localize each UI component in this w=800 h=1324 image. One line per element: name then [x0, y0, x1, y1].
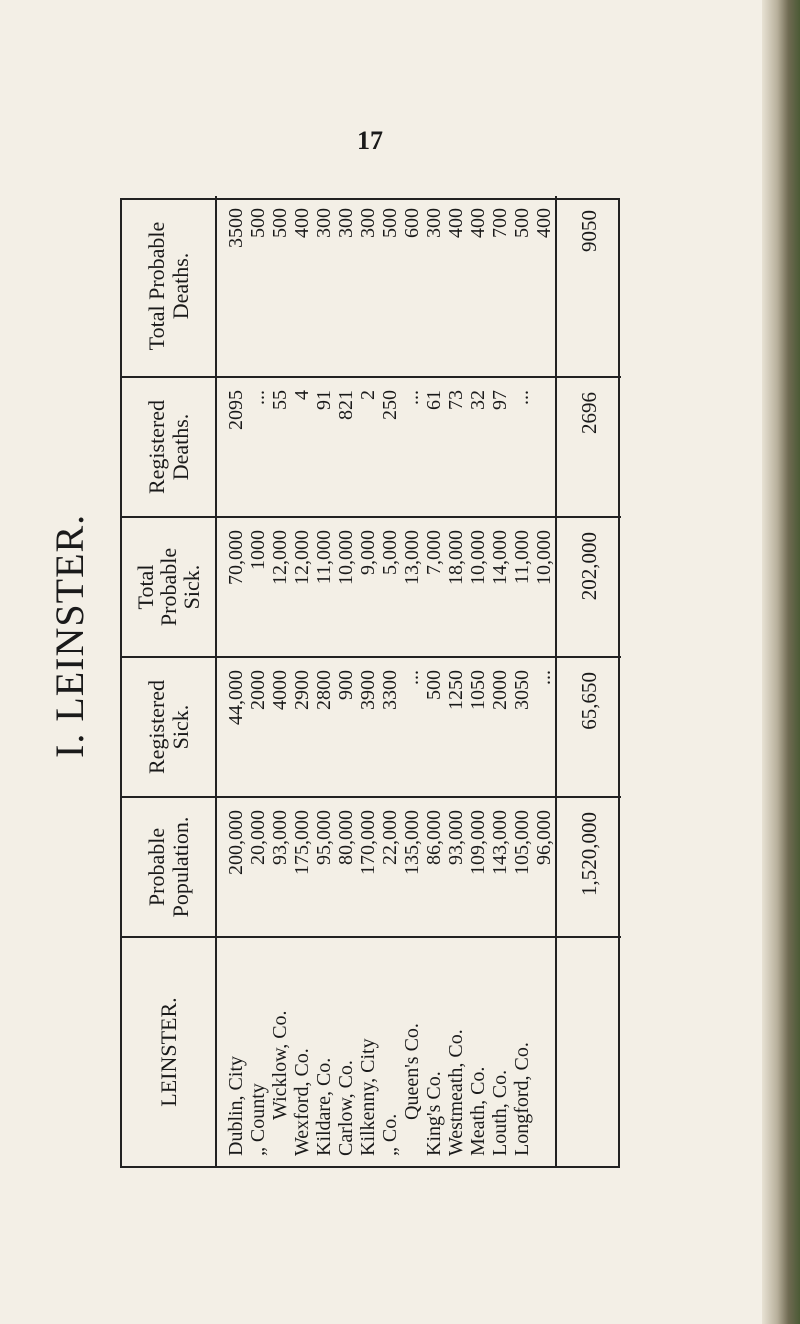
total-sick-cell: 10,000: [335, 530, 357, 585]
county-cell: „ Co.: [379, 1113, 401, 1156]
county-cell: Wexford, Co.: [291, 1048, 313, 1156]
total-sick-cell: 10,000: [533, 530, 555, 585]
population-cell: 93,000: [445, 810, 467, 865]
reg-deaths-cell: ...: [511, 390, 533, 405]
reg-sick-cell: 2000: [247, 670, 269, 710]
population-cell: 93,000: [269, 810, 291, 865]
county-cell: Kilkenny, City: [357, 1038, 379, 1156]
county-cell: Longford, Co.: [511, 1042, 533, 1156]
county-cell: Queen's Co.: [401, 1023, 423, 1120]
registered-deaths-header: Registered Deaths.: [122, 378, 217, 516]
county-cell: Kildare, Co.: [313, 1057, 335, 1156]
county-cell: [533, 944, 555, 1160]
reg-deaths-cell: 250: [379, 390, 401, 420]
population-header: Probable Population.: [122, 798, 217, 936]
population-cell: 80,000: [335, 810, 357, 865]
reg-deaths-cell: 2095: [225, 390, 247, 430]
total-deaths-column: [122, 196, 621, 376]
population-cell: 105,000: [511, 810, 533, 875]
county-cell: Westmeath, Co.: [445, 1029, 467, 1156]
population-cell: 143,000: [489, 810, 511, 875]
reg-sick-cell: 1250: [445, 670, 467, 710]
registered-sick-column: [122, 656, 621, 796]
population-cell: 135,000: [401, 810, 423, 875]
page-number: 17: [357, 126, 383, 155]
total-deaths-total: 9050: [555, 196, 621, 376]
population-cell: 95,000: [313, 810, 335, 865]
population-column: [122, 796, 621, 936]
total-sick-cell: 12,000: [269, 530, 291, 585]
total-deaths-cell: 500: [379, 208, 401, 238]
reg-deaths-cell: ...: [401, 390, 423, 405]
total-sick-cell: 11,000: [313, 530, 335, 585]
county-cell: Carlow, Co.: [335, 1060, 357, 1156]
reg-sick-cell: 3300: [379, 670, 401, 710]
county-header: LEINSTER.: [122, 938, 217, 1166]
total-sick-cell: 9,000: [357, 530, 379, 575]
total-deaths-cell: 400: [445, 208, 467, 238]
county-cell: Wicklow, Co.: [269, 1010, 291, 1120]
total-deaths-cell: 300: [357, 208, 379, 238]
population-cell: 170,000: [357, 810, 379, 875]
total-sick-cell: 1000: [247, 530, 269, 570]
population-cell: 200,000: [225, 810, 247, 875]
county-cell: Louth, Co.: [489, 1069, 511, 1156]
total-sick-cell: 70,000: [225, 530, 247, 585]
book-spine-edge: [762, 0, 800, 1324]
reg-deaths-cell: 91: [313, 390, 335, 410]
reg-deaths-cell: 821: [335, 390, 357, 420]
total-deaths-header: Total Probable Deaths.: [122, 196, 217, 376]
reg-deaths-cell: 32: [467, 390, 489, 410]
total-deaths-cell: 600: [401, 208, 423, 238]
population-cell: 96,000: [533, 810, 555, 865]
registered-sick-total: 65,650: [555, 658, 621, 796]
total-deaths-cell: 400: [533, 208, 555, 238]
population-total: 1,520,000: [555, 798, 621, 936]
statistics-table: [120, 198, 620, 1168]
total-sick-cell: 18,000: [445, 530, 467, 585]
population-cell: 22,000: [379, 810, 401, 865]
reg-deaths-cell: 4: [291, 390, 313, 400]
county-cell: King's Co.: [423, 1071, 445, 1156]
reg-deaths-cell: 61: [423, 390, 445, 410]
reg-sick-cell: 1050: [467, 670, 489, 710]
population-cell: 175,000: [291, 810, 313, 875]
total-sick-column: [122, 516, 621, 656]
reg-sick-cell: 3900: [357, 670, 379, 710]
county-cell: Meath, Co.: [467, 1066, 489, 1156]
registered-deaths-total: 2696: [555, 378, 621, 516]
total-deaths-cell: 400: [291, 208, 313, 238]
reg-deaths-cell: 55: [269, 390, 291, 410]
reg-deaths-cell: 73: [445, 390, 467, 410]
reg-sick-cell: 3050: [511, 670, 533, 710]
total-deaths-cell: 300: [423, 208, 445, 238]
reg-deaths-cell: [533, 384, 555, 510]
total-sick-cell: 10,000: [467, 530, 489, 585]
total-sick-cell: 14,000: [489, 530, 511, 585]
total-deaths-cell: 500: [511, 208, 533, 238]
population-cell: 20,000: [247, 810, 269, 865]
registered-sick-header: Registered Sick.: [122, 658, 217, 796]
reg-sick-cell: ...: [533, 670, 555, 685]
reg-sick-cell: 500: [423, 670, 445, 700]
total-sick-total: 202,000: [555, 518, 621, 656]
reg-deaths-cell: 97: [489, 390, 511, 410]
population-cell: 109,000: [467, 810, 489, 875]
total-sick-cell: 11,000: [511, 530, 533, 585]
county-cell: „ County: [247, 1083, 269, 1156]
reg-sick-cell: 2800: [313, 670, 335, 710]
reg-sick-cell: 4000: [269, 670, 291, 710]
total-deaths-cell: 500: [269, 208, 291, 238]
total-sick-header: Total Probable Sick.: [122, 518, 217, 656]
county-total-cell: [555, 938, 621, 1166]
reg-sick-cell: 44,000: [225, 670, 247, 725]
total-sick-cell: 12,000: [291, 530, 313, 585]
county-column: [122, 936, 621, 1166]
total-sick-cell: 7,000: [423, 530, 445, 575]
total-deaths-cell: 300: [335, 208, 357, 238]
total-deaths-cell: 3500: [225, 208, 247, 248]
reg-deaths-cell: 2: [357, 390, 379, 400]
total-deaths-cell: 700: [489, 208, 511, 238]
total-sick-cell: 5,000: [379, 530, 401, 575]
county-cell: Dublin, City: [225, 1055, 247, 1156]
reg-sick-cell: 2000: [489, 670, 511, 710]
reg-sick-cell: 900: [335, 670, 357, 700]
reg-sick-cell: 2900: [291, 670, 313, 710]
section-title: I. LEINSTER.: [47, 513, 92, 758]
total-deaths-cell: 500: [247, 208, 269, 238]
total-deaths-cell: 300: [313, 208, 335, 238]
registered-deaths-column: [122, 376, 621, 516]
total-sick-cell: 13,000: [401, 530, 423, 585]
population-cell: 86,000: [423, 810, 445, 865]
reg-deaths-cell: ...: [247, 390, 269, 405]
reg-sick-cell: ...: [401, 670, 423, 685]
total-deaths-cell: 400: [467, 208, 489, 238]
